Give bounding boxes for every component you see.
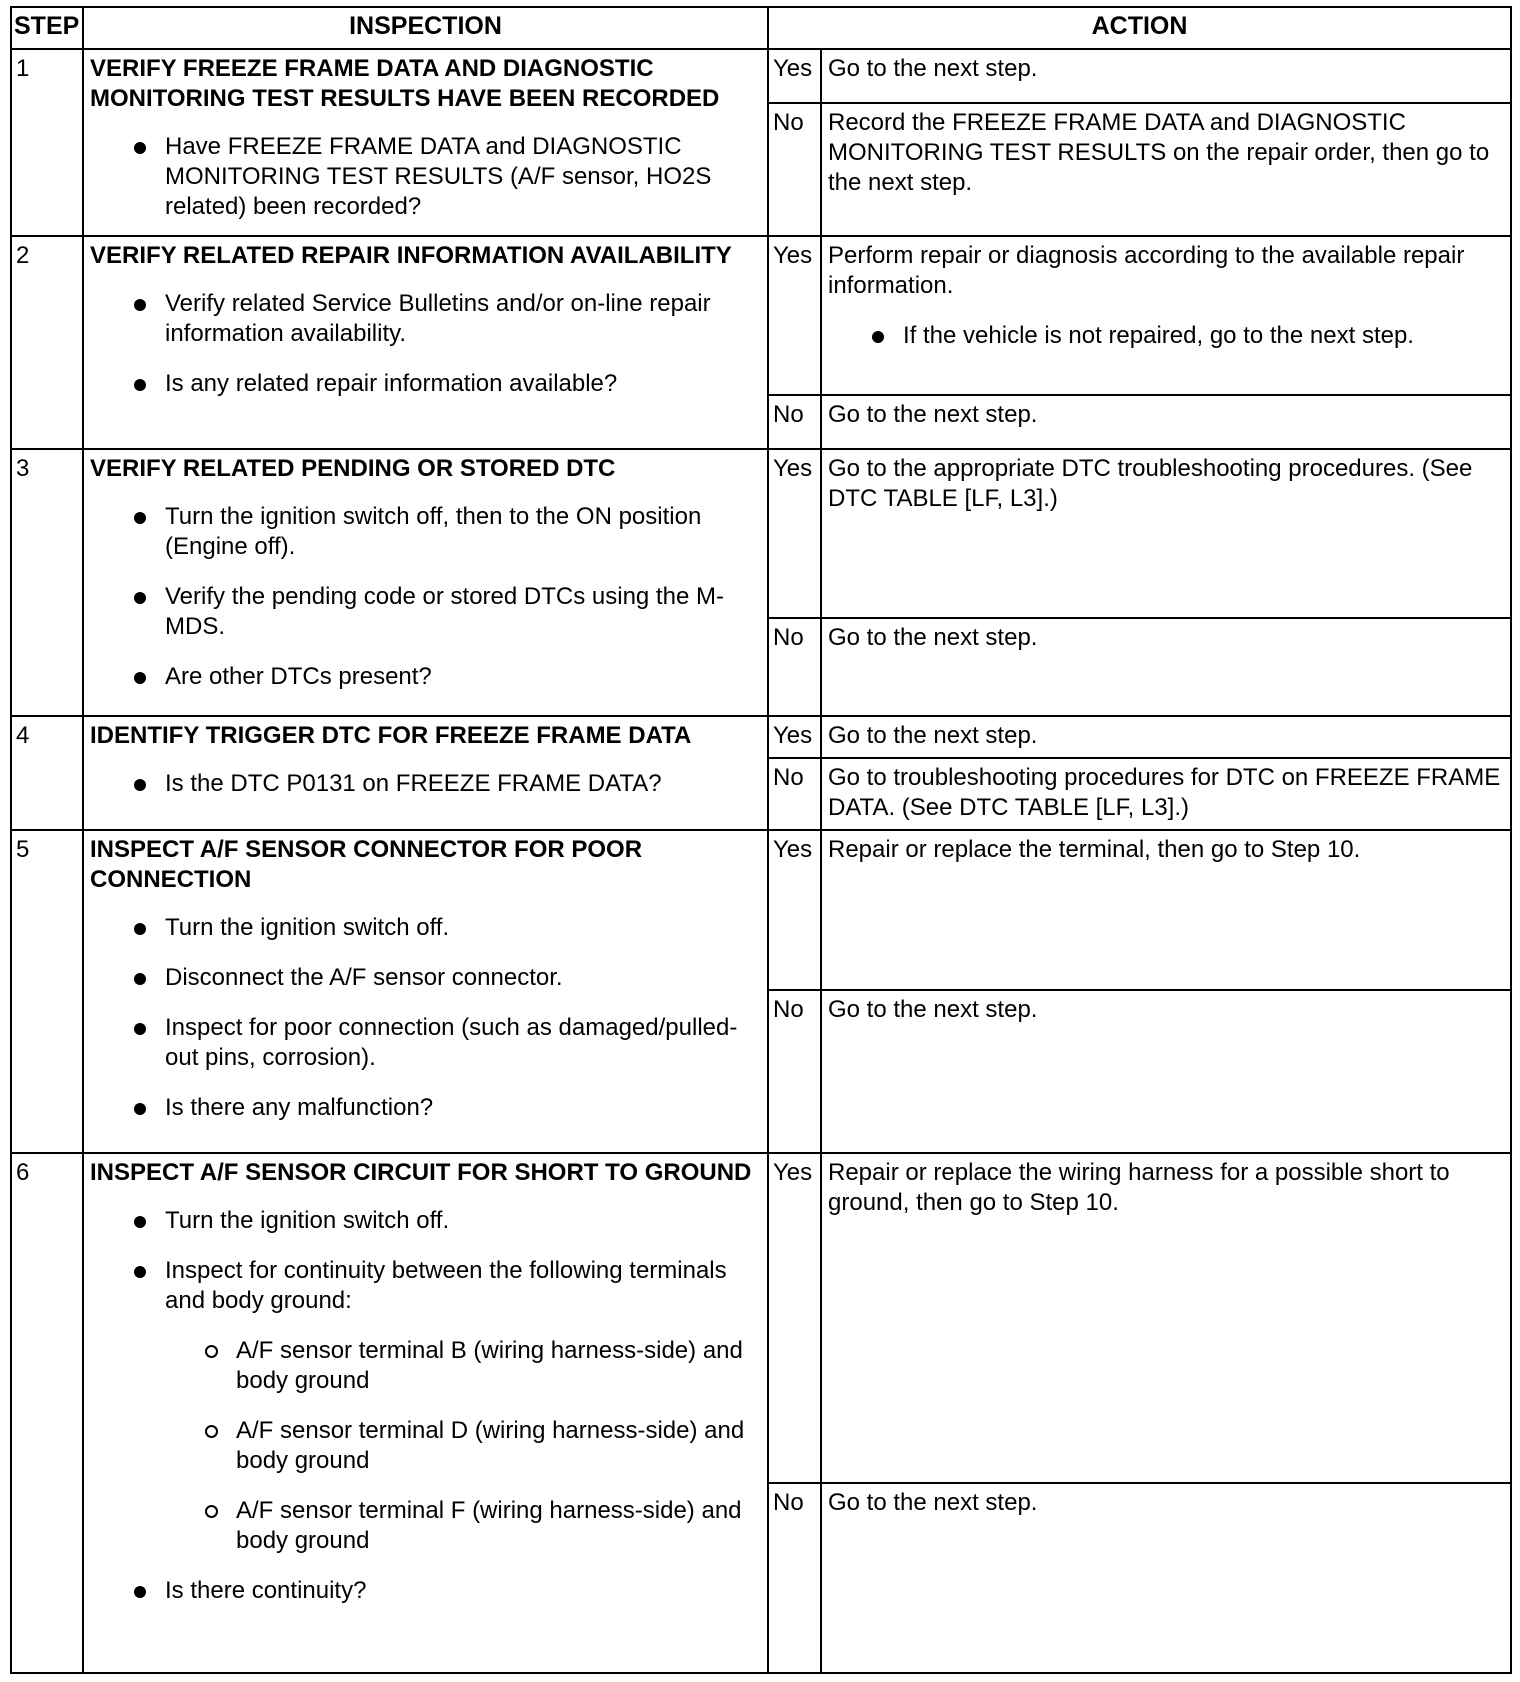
action-list — [828, 321, 1504, 351]
step-title: VERIFY RELATED PENDING OR STORED DTC — [90, 455, 616, 482]
step-number: 6 — [11, 1153, 83, 1673]
inspection-item: Verify the pending code or stored DTCs using the M-MDS. — [90, 582, 761, 642]
yes-label: Yes — [768, 1153, 821, 1483]
inspection-item: Is there continuity? — [90, 1576, 761, 1606]
inspection-item: Inspect for poor connection (such as damaged/pulled-out pins, corrosion). — [90, 1013, 761, 1073]
header-step: STEP — [11, 7, 83, 49]
yes-action: Go to the appropriate DTC troubleshooting procedures. (See DTC TABLE [LF, L3].) — [821, 449, 1511, 618]
no-action: Go to the next step. — [821, 618, 1511, 716]
step-5-yes-row — [11, 830, 1511, 990]
sub-item: A/F sensor terminal B (wiring harness-side) and body ground — [165, 1336, 761, 1396]
yes-label: Yes — [768, 449, 821, 618]
yes-action: Repair or replace the wiring harness for a possible short to ground, then go to Step 10. — [821, 1153, 1511, 1483]
no-label: No — [768, 758, 821, 830]
step-inspection — [83, 830, 768, 1153]
step-inspection — [83, 449, 768, 716]
yes-action: Repair or replace the terminal, then go to Step 10. — [821, 830, 1511, 990]
step-title: VERIFY RELATED REPAIR INFORMATION AVAILABILITY — [90, 242, 732, 269]
step-4-yes-row — [11, 716, 1511, 758]
step-inspection — [83, 49, 768, 236]
header-action: ACTION — [768, 7, 1511, 49]
step-title: INSPECT A/F SENSOR CIRCUIT FOR SHORT TO GROUND — [90, 1159, 752, 1186]
yes-label: Yes — [768, 236, 821, 395]
step-title: IDENTIFY TRIGGER DTC FOR FREEZE FRAME DATA — [90, 722, 692, 749]
inspection-list — [90, 913, 761, 1123]
inspection-list — [90, 132, 761, 222]
step-title: INSPECT A/F SENSOR CONNECTOR FOR POOR CONNECTION — [90, 836, 643, 893]
inspection-list — [90, 289, 761, 399]
step-6-yes-row — [11, 1153, 1511, 1483]
step-number: 3 — [11, 449, 83, 716]
inspection-item: Turn the ignition switch off. — [90, 1206, 761, 1236]
inspection-item: Is the DTC P0131 on FREEZE FRAME DATA? — [90, 769, 761, 799]
step-title: VERIFY FREEZE FRAME DATA AND DIAGNOSTIC MONITORING TEST RESULTS HAVE BEEN RECORDED — [90, 55, 720, 112]
step-number: 1 — [11, 49, 83, 236]
yes-action — [821, 236, 1511, 395]
step-3-yes-row — [11, 449, 1511, 618]
inspection-item: Is any related repair information available? — [90, 369, 761, 399]
yes-action-text: Perform repair or diagnosis according to the available repair information. — [828, 242, 1465, 299]
inspection-list — [90, 1206, 761, 1606]
yes-label: Yes — [768, 49, 821, 103]
no-action: Record the FREEZE FRAME DATA and DIAGNOSTIC MONITORING TEST RESULTS on the repair order, then go to the next step. — [821, 103, 1511, 236]
step-inspection — [83, 1153, 768, 1673]
inspection-item: Turn the ignition switch off. — [90, 913, 761, 943]
no-action: Go to the next step. — [821, 990, 1511, 1153]
no-action: Go to the next step. — [821, 1483, 1511, 1673]
step-inspection — [83, 236, 768, 449]
header-row — [11, 7, 1511, 49]
no-label: No — [768, 990, 821, 1153]
sub-item: A/F sensor terminal F (wiring harness-side) and body ground — [165, 1496, 761, 1556]
inspection-item: Inspect for continuity between the following terminals and body ground: A/F sensor terminal B (wiring harness-side) and body ground A/F sensor terminal D (wiring harness-side) and body ground A/F sensor terminal F (wiring harness-side) and body ground — [90, 1256, 761, 1556]
no-label: No — [768, 395, 821, 449]
step-1-yes-row — [11, 49, 1511, 103]
inspection-list — [90, 502, 761, 692]
inspection-item: Disconnect the A/F sensor connector. — [90, 963, 761, 993]
step-2-yes-row — [11, 236, 1511, 395]
no-label: No — [768, 618, 821, 716]
inspection-item: Verify related Service Bulletins and/or on-line repair information availability. — [90, 289, 761, 349]
yes-label: Yes — [768, 716, 821, 758]
inspection-item: Turn the ignition switch off, then to the ON position (Engine off). — [90, 502, 761, 562]
yes-action: Go to the next step. — [821, 716, 1511, 758]
no-action: Go to troubleshooting procedures for DTC on FREEZE FRAME DATA. (See DTC TABLE [LF, L3].) — [821, 758, 1511, 830]
inspection-item: Are other DTCs present? — [90, 662, 761, 692]
no-action: Go to the next step. — [821, 395, 1511, 449]
inspection-item: Is there any malfunction? — [90, 1093, 761, 1123]
header-inspection: INSPECTION — [83, 7, 768, 49]
step-number: 2 — [11, 236, 83, 449]
no-label: No — [768, 1483, 821, 1673]
action-item: If the vehicle is not repaired, go to the next step. — [828, 321, 1504, 351]
step-number: 5 — [11, 830, 83, 1153]
step-number: 4 — [11, 716, 83, 830]
yes-label: Yes — [768, 830, 821, 990]
no-label: No — [768, 103, 821, 236]
diagnostic-table — [10, 6, 1512, 1674]
step-inspection — [83, 716, 768, 830]
sub-list — [165, 1336, 761, 1556]
inspection-item: Have FREEZE FRAME DATA and DIAGNOSTIC MONITORING TEST RESULTS (A/F sensor, HO2S related) been recorded? — [90, 132, 761, 222]
yes-action: Go to the next step. — [821, 49, 1511, 103]
sub-item: A/F sensor terminal D (wiring harness-side) and body ground — [165, 1416, 761, 1476]
inspection-list — [90, 769, 761, 799]
